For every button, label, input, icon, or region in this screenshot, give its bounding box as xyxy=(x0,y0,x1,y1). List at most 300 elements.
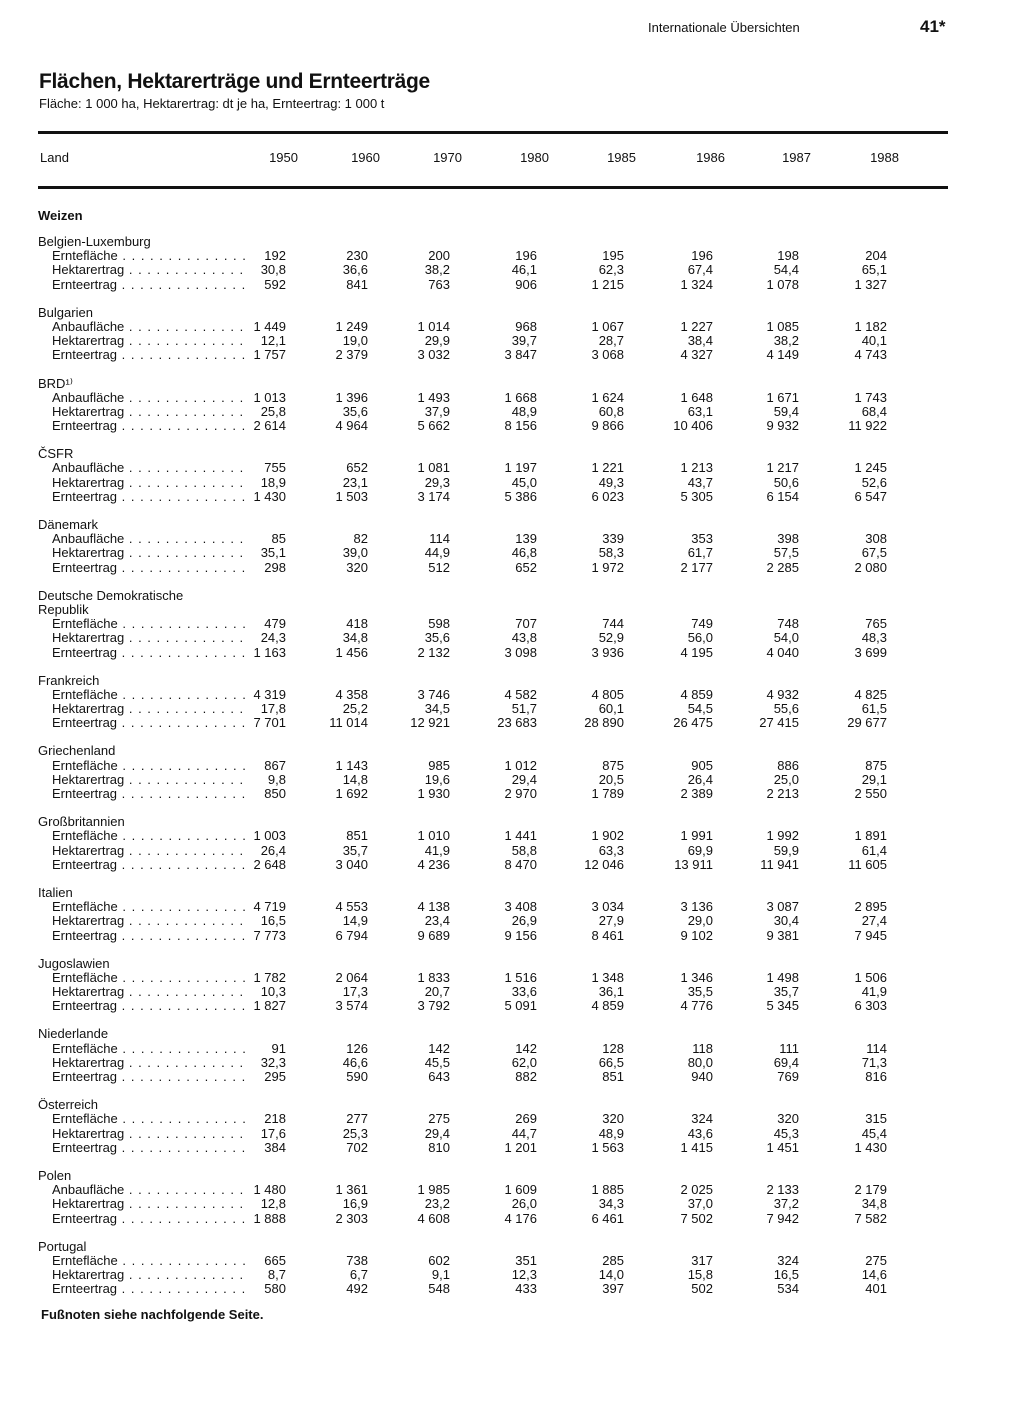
table-cell: 62,0 xyxy=(511,1054,537,1070)
row-label: Anbaufläche . . . xyxy=(52,532,247,546)
table-cell: 598 xyxy=(428,616,450,632)
table-cell: 10 406 xyxy=(673,418,713,434)
country-group xyxy=(38,1027,948,1084)
table-cell: 34,8 xyxy=(342,630,368,646)
country-group xyxy=(38,815,948,872)
country-groups xyxy=(38,235,948,1296)
table-cell: 39,0 xyxy=(342,545,368,561)
table-cell: 52,6 xyxy=(861,474,887,490)
table-cell: 1 201 xyxy=(504,1139,537,1155)
table-cell: 30,4 xyxy=(773,913,799,929)
table-cell: 5 662 xyxy=(417,418,450,434)
table-cell: 1 197 xyxy=(504,460,537,476)
table-row xyxy=(38,914,948,928)
column-header-year: 1960 xyxy=(351,150,380,165)
table-cell: 580 xyxy=(264,1281,286,1297)
country-group xyxy=(38,1169,948,1226)
table-row xyxy=(38,391,948,405)
table-cell: 1 991 xyxy=(680,828,713,844)
table-cell: 16,5 xyxy=(260,913,286,929)
table-cell: 4 138 xyxy=(417,899,450,915)
table-cell: 1 827 xyxy=(253,998,286,1014)
table-cell: 30,8 xyxy=(260,262,286,278)
table-cell: 26,4 xyxy=(260,842,286,858)
table-cell: 3 936 xyxy=(591,644,624,660)
table-cell: 1 430 xyxy=(854,1139,887,1155)
table-cell: 906 xyxy=(515,276,537,292)
table-cell: 398 xyxy=(777,531,799,547)
country-group xyxy=(38,886,948,943)
row-label: Hektarertrag . . . xyxy=(52,1127,247,1141)
data-table xyxy=(38,205,948,1310)
table-cell: 1 668 xyxy=(504,389,537,405)
table-cell: 62,3 xyxy=(598,262,624,278)
table-cell: 14,8 xyxy=(342,771,368,787)
row-label: Anbaufläche . . . xyxy=(52,461,247,475)
table-cell: 28,7 xyxy=(598,333,624,349)
table-cell: 24,3 xyxy=(260,630,286,646)
table-row xyxy=(38,419,948,433)
table-cell: 886 xyxy=(777,757,799,773)
table-cell: 2 303 xyxy=(335,1210,368,1226)
table-cell: 4 149 xyxy=(766,347,799,363)
table-cell: 2 648 xyxy=(253,856,286,872)
table-cell: 139 xyxy=(515,531,537,547)
table-cell: 82 xyxy=(353,531,368,547)
table-cell: 4 582 xyxy=(504,686,537,702)
table-cell: 11 922 xyxy=(848,418,887,434)
table-title: Flächen, Hektarerträge und Ernteerträge xyxy=(39,70,430,93)
table-cell: 9 381 xyxy=(766,927,799,943)
table-cell: 1 506 xyxy=(854,969,887,985)
table-cell: 7 942 xyxy=(766,1210,799,1226)
table-cell: 69,9 xyxy=(687,842,713,858)
table-row xyxy=(38,1141,948,1155)
table-cell: 44,9 xyxy=(424,545,450,561)
table-cell: 2 213 xyxy=(766,786,799,801)
table-cell: 502 xyxy=(691,1281,713,1297)
table-cell: 9 689 xyxy=(417,927,450,943)
table-cell: 230 xyxy=(346,248,368,264)
table-cell: 4 608 xyxy=(417,1210,450,1226)
table-cell: 1 902 xyxy=(591,828,624,844)
table-cell: 1 972 xyxy=(591,559,624,575)
table-cell: 12 046 xyxy=(584,856,624,872)
table-cell: 45,5 xyxy=(424,1054,450,1070)
table-cell: 114 xyxy=(429,531,450,547)
table-cell: 1 692 xyxy=(335,786,368,801)
table-cell: 590 xyxy=(346,1069,368,1084)
table-cell: 9 866 xyxy=(591,418,624,434)
table-cell: 34,5 xyxy=(424,701,450,717)
table-row xyxy=(38,702,948,716)
table-row xyxy=(38,1042,948,1056)
table-cell: 142 xyxy=(428,1040,450,1056)
column-header-year: 1986 xyxy=(696,150,725,165)
table-cell: 67,5 xyxy=(861,545,887,561)
table-cell: 12,1 xyxy=(260,333,286,349)
table-cell: 744 xyxy=(602,616,624,632)
table-cell: 61,5 xyxy=(861,701,887,717)
table-cell: 1 249 xyxy=(335,318,368,334)
table-row xyxy=(38,320,948,334)
country-group xyxy=(38,518,948,575)
table-row xyxy=(38,532,948,546)
table-cell: 1 888 xyxy=(253,1210,286,1226)
table-cell: 5 345 xyxy=(766,998,799,1014)
table-row xyxy=(38,1254,948,1268)
table-cell: 34,8 xyxy=(861,1196,887,1212)
row-label: Ernteertrag . . . xyxy=(52,561,247,575)
column-header-year: 1988 xyxy=(870,150,899,165)
table-cell: 25,0 xyxy=(773,771,799,787)
table-row xyxy=(38,688,948,702)
table-cell: 55,6 xyxy=(773,701,799,717)
table-cell: 275 xyxy=(865,1252,887,1268)
table-cell: 45,4 xyxy=(861,1125,887,1141)
table-cell: 4 553 xyxy=(335,899,368,915)
table-cell: 643 xyxy=(428,1069,450,1084)
row-label: Hektarertrag . . . xyxy=(52,773,247,787)
table-cell: 204 xyxy=(865,248,887,264)
table-row xyxy=(38,1056,948,1070)
table-cell: 851 xyxy=(602,1069,624,1084)
table-cell: 275 xyxy=(428,1111,450,1127)
table-cell: 23,2 xyxy=(424,1196,450,1212)
table-cell: 1 493 xyxy=(417,389,450,405)
table-cell: 14,0 xyxy=(598,1267,624,1283)
table-cell: 25,2 xyxy=(342,701,368,717)
table-cell: 67,4 xyxy=(687,262,713,278)
table-cell: 512 xyxy=(428,559,450,575)
table-cell: 16,5 xyxy=(773,1267,799,1283)
table-cell: 1 480 xyxy=(253,1182,286,1198)
table-cell: 14,9 xyxy=(342,913,368,929)
table-cell: 1 451 xyxy=(766,1139,799,1155)
table-cell: 707 xyxy=(515,616,537,632)
table-row xyxy=(38,858,948,872)
table-cell: 748 xyxy=(777,616,799,632)
table-cell: 295 xyxy=(264,1069,286,1084)
table-cell: 59,9 xyxy=(773,842,799,858)
table-cell: 1 503 xyxy=(335,488,368,504)
table-cell: 13 911 xyxy=(674,856,713,872)
table-cell: 5 305 xyxy=(680,488,713,504)
table-cell: 85 xyxy=(271,531,286,547)
country-name: Italien xyxy=(38,884,73,900)
table-cell: 43,6 xyxy=(687,1125,713,1141)
table-row xyxy=(38,278,948,292)
table-cell: 19,0 xyxy=(342,333,368,349)
table-cell: 4 176 xyxy=(504,1210,537,1226)
table-row xyxy=(38,929,948,943)
table-row xyxy=(38,1268,948,1282)
country-group xyxy=(38,589,948,660)
table-cell: 1 213 xyxy=(680,460,713,476)
table-cell: 17,6 xyxy=(260,1125,286,1141)
table-cell: 7 701 xyxy=(253,715,286,731)
table-cell: 875 xyxy=(602,757,624,773)
table-cell: 29,4 xyxy=(424,1125,450,1141)
table-cell: 44,7 xyxy=(511,1125,537,1141)
country-name-continued: Republik xyxy=(38,601,89,617)
table-cell: 1 014 xyxy=(417,318,450,334)
row-label: Erntefläche . . . xyxy=(52,617,247,631)
table-cell: 18,9 xyxy=(260,474,286,490)
table-cell: 58,3 xyxy=(598,545,624,561)
table-cell: 29,4 xyxy=(511,771,537,787)
table-cell: 27,4 xyxy=(861,913,887,929)
table-row xyxy=(38,1212,948,1226)
table-cell: 69,4 xyxy=(773,1054,799,1070)
table-cell: 5 386 xyxy=(504,488,537,504)
table-cell: 397 xyxy=(602,1281,624,1297)
table-cell: 25,8 xyxy=(260,403,286,419)
table-cell: 308 xyxy=(865,531,887,547)
table-cell: 7 773 xyxy=(253,927,286,943)
table-cell: 27 415 xyxy=(759,715,799,731)
table-cell: 37,9 xyxy=(424,403,450,419)
country-name: BRD¹⁾ xyxy=(38,375,73,391)
country-name: Bulgarien xyxy=(38,304,93,320)
table-cell: 111 xyxy=(779,1040,799,1056)
table-cell: 1 789 xyxy=(591,786,624,801)
table-cell: 4 743 xyxy=(854,347,887,363)
table-cell: 665 xyxy=(264,1252,286,1268)
row-label: Ernteertrag . . . xyxy=(52,1282,247,1296)
table-cell: 38,4 xyxy=(687,333,713,349)
table-row xyxy=(38,759,948,773)
table-cell: 7 502 xyxy=(680,1210,713,1226)
table-cell: 41,9 xyxy=(424,842,450,858)
table-cell: 2 177 xyxy=(680,559,713,575)
row-label: Ernteertrag . . . xyxy=(52,787,247,801)
table-cell: 534 xyxy=(777,1281,799,1297)
table-cell: 816 xyxy=(865,1069,887,1084)
table-cell: 1 003 xyxy=(253,828,286,844)
table-cell: 118 xyxy=(692,1040,713,1056)
table-cell: 54,5 xyxy=(687,701,713,717)
table-cell: 2 025 xyxy=(680,1182,713,1198)
table-cell: 3 136 xyxy=(680,899,713,915)
table-cell: 548 xyxy=(428,1281,450,1297)
table-cell: 12,8 xyxy=(260,1196,286,1212)
table-cell: 592 xyxy=(264,276,286,292)
table-cell: 28 890 xyxy=(584,715,624,731)
running-header: Internationale Übersichten xyxy=(648,20,800,35)
table-cell: 66,5 xyxy=(598,1054,624,1070)
table-cell: 2 379 xyxy=(335,347,368,363)
row-label: Ernteertrag . . . xyxy=(52,1212,247,1226)
table-row xyxy=(38,405,948,419)
table-cell: 1 671 xyxy=(766,389,799,405)
table-row xyxy=(38,631,948,645)
table-cell: 36,6 xyxy=(342,262,368,278)
table-cell: 48,9 xyxy=(511,403,537,419)
row-label: Anbaufläche . . . xyxy=(52,391,247,405)
table-cell: 3 699 xyxy=(854,644,887,660)
table-cell: 1 985 xyxy=(417,1182,450,1198)
table-cell: 41,9 xyxy=(861,984,887,1000)
table-cell: 8,7 xyxy=(267,1267,286,1283)
table-cell: 35,1 xyxy=(260,545,286,561)
table-row xyxy=(38,263,948,277)
table-cell: 54,4 xyxy=(773,262,799,278)
table-cell: 48,9 xyxy=(598,1125,624,1141)
country-name: Dänemark xyxy=(38,517,98,532)
table-cell: 882 xyxy=(515,1069,537,1084)
table-cell: 1 078 xyxy=(766,276,799,292)
row-label: Hektarertrag . . . xyxy=(52,631,247,645)
table-cell: 65,1 xyxy=(861,262,887,278)
table-cell: 2 970 xyxy=(504,786,537,801)
table-cell: 851 xyxy=(346,828,368,844)
table-cell: 35,7 xyxy=(773,984,799,1000)
table-cell: 3 174 xyxy=(417,488,450,504)
table-cell: 9,8 xyxy=(267,771,286,787)
row-label: Hektarertrag . . . xyxy=(52,476,247,490)
table-cell: 4 776 xyxy=(680,998,713,1014)
table-cell: 68,4 xyxy=(861,403,887,419)
table-cell: 1 327 xyxy=(854,276,887,292)
table-cell: 11 941 xyxy=(760,856,799,872)
table-units: Fläche: 1 000 ha, Hektarertrag: dt je ha, Ernteertrag: 1 000 t xyxy=(39,96,385,111)
row-label: Ernteertrag . . . xyxy=(52,348,247,362)
table-cell: 6 303 xyxy=(854,998,887,1014)
table-cell: 1 217 xyxy=(766,460,799,476)
country-name: ČSFR xyxy=(38,446,74,462)
table-cell: 6 154 xyxy=(766,488,799,504)
table-cell: 1 227 xyxy=(680,318,713,334)
table-row xyxy=(38,334,948,348)
table-row xyxy=(38,773,948,787)
table-cell: 2 614 xyxy=(253,418,286,434)
table-cell: 4 040 xyxy=(766,644,799,660)
table-row xyxy=(38,1127,948,1141)
table-cell: 317 xyxy=(691,1252,713,1268)
table-cell: 1 182 xyxy=(854,318,887,334)
table-cell: 60,1 xyxy=(598,701,624,717)
table-cell: 1 833 xyxy=(417,969,450,985)
table-cell: 27,9 xyxy=(598,913,624,929)
table-cell: 36,1 xyxy=(598,984,624,1000)
table-cell: 1 346 xyxy=(680,969,713,985)
table-row xyxy=(38,561,948,575)
table-cell: 4 825 xyxy=(854,686,887,702)
row-label: Ernteertrag . . . xyxy=(52,999,247,1013)
country-name: Griechenland xyxy=(38,743,116,759)
table-cell: 738 xyxy=(346,1252,368,1268)
row-label: Erntefläche . . . xyxy=(52,249,247,263)
table-cell: 5 091 xyxy=(504,998,537,1014)
table-cell: 810 xyxy=(428,1139,450,1155)
table-row xyxy=(38,348,948,362)
table-cell: 15,8 xyxy=(687,1267,713,1283)
country-name: Belgien-Luxemburg xyxy=(38,234,151,249)
table-cell: 7 582 xyxy=(854,1210,887,1226)
table-cell: 59,4 xyxy=(773,403,799,419)
table-cell: 20,7 xyxy=(424,984,450,1000)
table-cell: 43,8 xyxy=(511,630,537,646)
table-cell: 32,3 xyxy=(260,1054,286,1070)
row-label: Ernteertrag . . . xyxy=(52,278,247,292)
table-cell: 1 245 xyxy=(854,460,887,476)
row-label: Erntefläche . . . xyxy=(52,900,247,914)
table-cell: 1 648 xyxy=(680,389,713,405)
table-cell: 324 xyxy=(691,1111,713,1127)
table-cell: 61,4 xyxy=(861,842,887,858)
table-row xyxy=(38,1183,948,1197)
table-cell: 26,9 xyxy=(511,913,537,929)
column-header-year: 1950 xyxy=(269,150,298,165)
table-cell: 3 792 xyxy=(417,998,450,1014)
section-heading: Weizen xyxy=(38,208,83,223)
table-row xyxy=(38,787,948,801)
row-label: Ernteertrag . . . xyxy=(52,858,247,872)
table-row xyxy=(38,844,948,858)
country-group xyxy=(38,235,948,292)
table-cell: 4 358 xyxy=(335,686,368,702)
country-group xyxy=(38,744,948,801)
table-cell: 39,7 xyxy=(511,333,537,349)
row-label: Erntefläche . . . xyxy=(52,688,247,702)
table-cell: 492 xyxy=(346,1281,368,1297)
table-cell: 37,0 xyxy=(687,1196,713,1212)
table-cell: 1 348 xyxy=(591,969,624,985)
table-cell: 16,9 xyxy=(342,1196,368,1212)
table-cell: 218 xyxy=(264,1111,286,1127)
column-header-year: 1970 xyxy=(433,150,462,165)
country-group xyxy=(38,957,948,1014)
table-row xyxy=(38,646,948,660)
table-cell: 1 221 xyxy=(591,460,624,476)
table-cell: 17,8 xyxy=(260,701,286,717)
table-cell: 1 010 xyxy=(417,828,450,844)
table-cell: 1 782 xyxy=(253,969,286,985)
table-cell: 8 470 xyxy=(504,856,537,872)
table-cell: 29,3 xyxy=(424,474,450,490)
table-row xyxy=(38,490,948,504)
table-cell: 353 xyxy=(691,531,713,547)
table-cell: 26 475 xyxy=(673,715,713,731)
table-cell: 320 xyxy=(777,1111,799,1127)
table-cell: 60,8 xyxy=(598,403,624,419)
table-cell: 384 xyxy=(264,1139,286,1155)
table-cell: 91 xyxy=(271,1040,286,1056)
top-rule xyxy=(38,131,948,134)
table-cell: 4 859 xyxy=(680,686,713,702)
row-label: Ernteertrag . . . xyxy=(52,419,247,433)
table-cell: 33,6 xyxy=(511,984,537,1000)
table-cell: 29 677 xyxy=(847,715,887,731)
table-cell: 10,3 xyxy=(260,984,286,1000)
table-cell: 765 xyxy=(865,616,887,632)
table-cell: 128 xyxy=(602,1040,624,1056)
table-cell: 3 087 xyxy=(766,899,799,915)
table-cell: 114 xyxy=(866,1040,887,1056)
table-cell: 1 891 xyxy=(854,828,887,844)
table-cell: 2 132 xyxy=(417,644,450,660)
table-cell: 875 xyxy=(865,757,887,773)
table-cell: 14,6 xyxy=(861,1267,887,1283)
table-cell: 4 327 xyxy=(680,347,713,363)
table-cell: 418 xyxy=(346,616,368,632)
table-cell: 850 xyxy=(264,786,286,801)
row-label: Hektarertrag . . . xyxy=(52,1268,247,1282)
table-cell: 23,1 xyxy=(342,474,368,490)
table-cell: 195 xyxy=(602,248,624,264)
row-label: Hektarertrag . . . xyxy=(52,702,247,716)
